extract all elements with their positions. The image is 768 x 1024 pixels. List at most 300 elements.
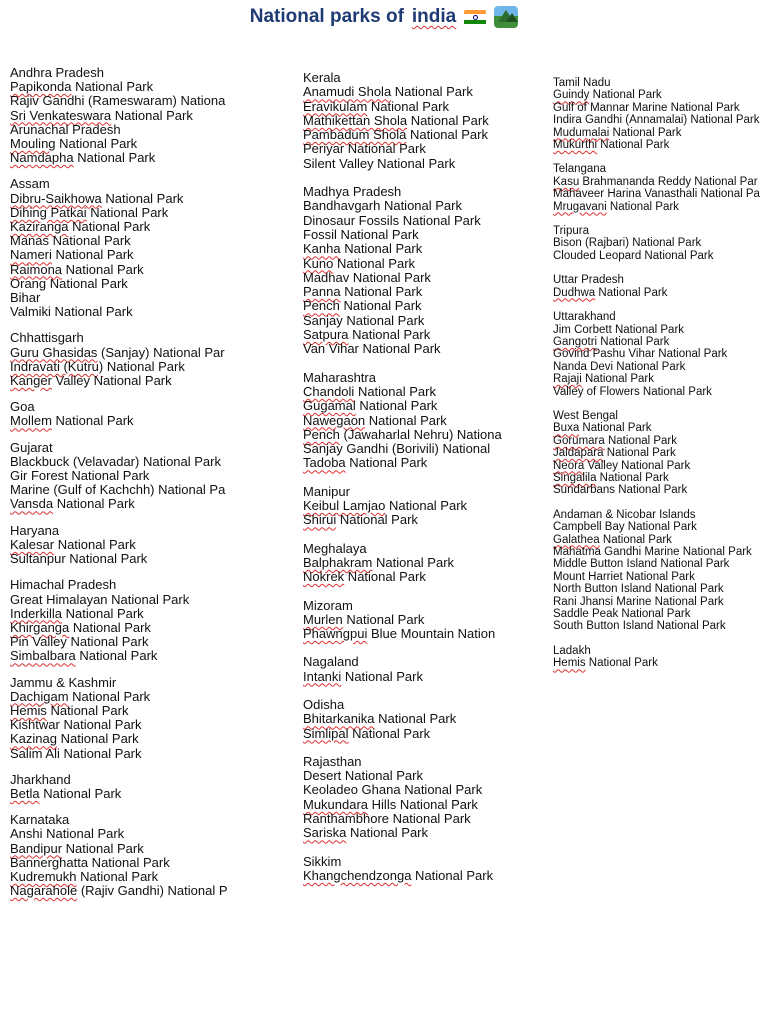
park-name-text: Mahatma Gandhi Marine National Park xyxy=(553,546,752,558)
park-name-text: (Sanjay) National Par xyxy=(97,344,225,360)
park-name-flagged: Kaziranga xyxy=(10,219,69,235)
park-item xyxy=(553,250,768,262)
park-item xyxy=(303,114,513,128)
park-item xyxy=(303,157,513,171)
park-name-flagged: Kanger xyxy=(10,373,52,389)
park-name-text: Blackbuck (Velavadar) National Park xyxy=(10,453,221,469)
state-group xyxy=(10,123,238,166)
park-name-flagged: Betla xyxy=(10,785,40,801)
park-name-text: North Button Island National Park xyxy=(553,583,724,596)
state-group xyxy=(553,225,768,262)
park-item xyxy=(303,142,513,156)
park-item xyxy=(553,176,768,188)
park-name-text: Keoladeo Ghana National Park xyxy=(303,782,483,798)
state-group xyxy=(303,185,513,357)
park-name-text: National Park xyxy=(340,284,423,300)
park-name-text: National Park xyxy=(589,89,662,102)
park-name-text: Rajiv Gandhi (Rameswaram) Nationa xyxy=(10,93,226,109)
state-group xyxy=(303,855,513,884)
state-group xyxy=(303,655,513,684)
park-name-text: Hills National Park xyxy=(368,796,478,812)
park-name-flagged: Keibul Lamjao xyxy=(303,498,386,514)
national-park-icon xyxy=(494,6,518,28)
park-item xyxy=(10,552,238,566)
park-name-text: Great Himalayan National Park xyxy=(10,591,190,607)
state-group xyxy=(10,331,238,388)
park-name-text: National Park xyxy=(579,422,652,435)
park-item xyxy=(303,826,513,840)
park-name-flagged: Simbalbara xyxy=(10,648,76,664)
park-name-flagged: Tadoba xyxy=(303,455,346,471)
park-name-text: Indira Gandhi (Annamalai) National Park xyxy=(553,114,760,127)
state-name: Madhya Pradesh xyxy=(303,184,402,200)
state-group xyxy=(10,66,238,123)
park-item xyxy=(553,484,768,496)
park-item xyxy=(553,201,768,213)
park-item xyxy=(10,346,238,360)
park-name-text: Salim Ali National Park xyxy=(10,745,142,761)
park-name-text: Fossil National Park xyxy=(303,226,419,242)
park-item xyxy=(10,360,238,374)
park-name-text: National Park xyxy=(406,127,488,143)
state-name: Gujarat xyxy=(10,439,53,455)
park-name-flagged: Mudumalai xyxy=(553,126,610,139)
park-name-flagged: Galathea xyxy=(553,533,600,546)
park-name-flagged: Mrugavani xyxy=(553,200,607,213)
state-name: West Bengal xyxy=(553,409,618,422)
state-name: Haryana xyxy=(10,522,60,538)
park-name-text: Orang National Park xyxy=(10,275,128,291)
state-name: Goa xyxy=(10,399,35,415)
park-item xyxy=(553,460,768,472)
state-group xyxy=(10,578,238,663)
park-name-text: National Park xyxy=(56,731,139,747)
park-name-flagged: Buxa xyxy=(553,422,580,435)
park-name-text: Gir Forest National Park xyxy=(10,468,150,484)
park-name-text: National Park xyxy=(339,298,422,314)
state-group xyxy=(553,77,768,151)
park-name-text: National Park xyxy=(86,204,169,220)
state-name: Odisha xyxy=(303,696,345,712)
park-name-text: Mahaveer Harina Vanasthali National Pa xyxy=(553,188,760,201)
park-name-text: (Rajiv Gandhi) National P xyxy=(77,883,228,899)
park-name-flagged: Nawegaon xyxy=(303,412,366,428)
park-name-flagged: Mukundara xyxy=(303,796,369,812)
park-name-text: Bannerghatta National Park xyxy=(10,854,170,870)
park-item xyxy=(553,583,768,595)
park-name-flagged: Nagarahole xyxy=(10,883,78,899)
park-name-text: National Park xyxy=(344,569,426,585)
park-item xyxy=(10,455,238,469)
park-name-text: Saddle Peak National Park xyxy=(553,608,691,621)
park-name-text: (Jawaharlal Nehru) Nationa xyxy=(339,426,502,442)
park-name-text: National Park xyxy=(345,455,428,471)
park-name-text: Valley National Park xyxy=(584,459,691,472)
state-group xyxy=(553,274,768,299)
state-group xyxy=(303,371,513,471)
park-item xyxy=(10,856,238,870)
state-group xyxy=(553,163,768,213)
park-item xyxy=(10,718,238,732)
park-name-flagged: Khirganga xyxy=(10,619,70,635)
state-group xyxy=(303,698,513,741)
park-name-flagged: Intanki xyxy=(303,668,342,684)
park-item xyxy=(10,234,238,248)
park-name-text: Sundarbans National Park xyxy=(553,484,688,497)
park-name-text: National Park xyxy=(581,373,654,386)
park-name-flagged: Kasu xyxy=(553,175,580,188)
park-name-flagged: Kuno xyxy=(303,255,334,271)
park-item xyxy=(303,342,513,356)
park-name-text: National Park xyxy=(597,335,670,348)
park-name-flagged: Mathikettan Shola xyxy=(303,112,408,128)
state-name: Rajasthan xyxy=(303,753,362,769)
park-name-text: National Park xyxy=(55,136,138,152)
park-item xyxy=(303,783,513,797)
state-name: Mizoram xyxy=(303,597,353,613)
park-item xyxy=(553,102,768,114)
park-name-text: Manas National Park xyxy=(10,233,131,249)
state-group xyxy=(10,441,238,512)
park-name-flagged: Hemis xyxy=(10,702,47,718)
park-item xyxy=(10,469,238,483)
park-name-text: National Park xyxy=(53,496,135,512)
park-name-text: Marine (Gulf of Kachchh) National Pa xyxy=(10,482,226,498)
park-item xyxy=(10,80,238,94)
park-item xyxy=(10,497,238,511)
park-name-text: Periyar National Park xyxy=(303,141,426,157)
park-item xyxy=(10,635,238,649)
state-name: Nagaland xyxy=(303,654,359,670)
park-name-flagged: Dibru-Saikhowa xyxy=(10,190,102,206)
park-item xyxy=(10,94,238,108)
park-item xyxy=(303,128,513,142)
park-item xyxy=(10,305,238,319)
state-group xyxy=(10,177,238,291)
park-name-flagged: Pench xyxy=(303,426,340,442)
state-group xyxy=(553,311,768,398)
park-item xyxy=(10,747,238,761)
park-name-text: National Park xyxy=(103,358,185,374)
park-item xyxy=(303,556,513,570)
park-item xyxy=(10,787,238,801)
park-item xyxy=(553,373,768,385)
park-name-flagged: Satpura xyxy=(303,327,349,343)
park-name-text: National Park xyxy=(367,98,449,114)
park-name-text: Valley of Flowers National Park xyxy=(553,385,712,398)
park-name-flagged: Mukurthi xyxy=(553,139,598,152)
park-name-text: National Park xyxy=(51,413,134,429)
park-name-text: National Park xyxy=(68,219,151,235)
park-name-flagged: Mouling xyxy=(10,136,56,152)
park-name-text: National Park xyxy=(346,825,429,841)
state-name: Kerala xyxy=(303,71,341,85)
state-group xyxy=(10,773,238,801)
park-name-text: Pin Valley National Park xyxy=(10,634,149,650)
park-item xyxy=(553,608,768,620)
park-name-flagged: Singalila xyxy=(553,471,597,484)
park-item xyxy=(10,109,238,123)
park-name-text: National Park xyxy=(411,867,494,883)
park-name-text: Van Vihar National Park xyxy=(303,341,441,357)
park-name-text: National Park xyxy=(39,785,122,801)
park-name-text: Desert National Park xyxy=(303,768,423,784)
state-group xyxy=(553,410,768,497)
park-item xyxy=(553,447,768,459)
park-name-text: National Park xyxy=(101,190,184,206)
park-item xyxy=(553,114,768,126)
park-item xyxy=(303,100,513,114)
park-name-text: Nanda Devi National Park xyxy=(553,360,686,373)
park-name-text: Rani Jhansi Marine National Park xyxy=(553,595,724,608)
park-item xyxy=(10,277,238,291)
state-group xyxy=(10,676,238,761)
state-group xyxy=(303,71,513,171)
park-item xyxy=(553,620,768,632)
state-name: Uttarakhand xyxy=(553,311,616,324)
park-name-flagged: Balphakram xyxy=(303,554,373,570)
park-name-text: Bison (Rajbari) National Park xyxy=(553,237,702,250)
state-name: Manipur xyxy=(303,483,350,499)
state-group xyxy=(553,509,768,633)
park-name-text: National Park xyxy=(603,447,676,460)
park-name-flagged: Murlen xyxy=(303,611,343,627)
park-name-text: Mount Harriet National Park xyxy=(553,570,695,583)
state-name: Karnataka xyxy=(10,812,70,828)
park-name-flagged: Indravati (Kutru) xyxy=(10,358,104,374)
park-name-text: Ranthambhore National Park xyxy=(303,811,471,827)
park-item xyxy=(303,869,513,883)
park-name-text: National Park xyxy=(75,648,158,664)
park-item xyxy=(303,798,513,812)
park-item xyxy=(553,521,768,533)
park-name-flagged: Namdapha xyxy=(10,150,74,166)
park-name-flagged: Simlipal xyxy=(303,725,349,741)
park-name-text: National Park xyxy=(585,657,658,670)
park-name-text: National Park xyxy=(407,112,489,128)
park-item xyxy=(10,593,238,607)
park-item xyxy=(303,214,513,228)
park-item xyxy=(303,328,513,342)
park-name-flagged: Eravikulam xyxy=(303,98,368,114)
park-name-text: National Park xyxy=(73,150,156,166)
park-item xyxy=(10,827,238,841)
park-item xyxy=(303,271,513,285)
park-item xyxy=(303,499,513,513)
state-group xyxy=(303,542,513,585)
park-name-flagged: Bhitarkanika xyxy=(303,711,375,727)
park-name-text: National Park xyxy=(333,255,416,271)
park-name-flagged: Gangotri xyxy=(553,335,598,348)
park-name-flagged: Guru Ghasidas xyxy=(10,344,98,360)
park-item xyxy=(303,199,513,213)
park-name-flagged: Chandoli xyxy=(303,383,355,399)
park-name-flagged: Khangchendzonga xyxy=(303,867,412,883)
park-name-flagged: Pench xyxy=(303,298,340,314)
park-name-text: South Button Island National Park xyxy=(553,620,726,633)
park-item xyxy=(10,732,238,746)
park-name-text: National Park xyxy=(51,247,134,263)
park-name-text: National Park xyxy=(374,711,457,727)
park-item xyxy=(303,712,513,726)
state-name: Andaman & Nicobar Islands xyxy=(553,508,696,521)
state-name: Maharashtra xyxy=(303,369,376,385)
park-item xyxy=(553,188,768,200)
park-name-text: National Park xyxy=(597,139,670,152)
park-item xyxy=(553,558,768,570)
park-name-text: Gulf of Mannar Marine National Park xyxy=(553,101,740,114)
park-item xyxy=(553,596,768,608)
park-item xyxy=(553,546,768,558)
park-item xyxy=(10,607,238,621)
park-item xyxy=(303,570,513,584)
park-name-text: National Park xyxy=(596,471,669,484)
state-name: Tamil Nadu xyxy=(553,77,611,89)
state-name: Sikkim xyxy=(303,853,342,869)
park-name-text: National Park xyxy=(71,79,154,95)
park-name-text: National Park xyxy=(599,533,672,546)
park-item xyxy=(553,657,768,669)
park-item xyxy=(10,137,238,151)
park-item xyxy=(553,139,768,151)
state-group xyxy=(303,485,513,528)
state-name: Jharkhand xyxy=(10,771,71,787)
park-name-text: National Park xyxy=(355,398,438,414)
park-name-text: Kishtwar National Park xyxy=(10,717,142,733)
park-item xyxy=(10,374,238,388)
park-name-text: National Park xyxy=(69,619,151,635)
park-name-flagged: Dachigam xyxy=(10,688,69,704)
park-name-text: National Park xyxy=(354,383,436,399)
park-item xyxy=(303,812,513,826)
park-name-flagged: Gugamal xyxy=(303,398,356,414)
state-name: Bihar xyxy=(10,290,41,306)
park-item xyxy=(303,456,513,470)
park-name-text: National Park xyxy=(62,605,144,621)
india-flag-icon xyxy=(464,10,486,25)
state-name: Uttar Pradesh xyxy=(553,274,624,287)
state-name: Jammu & Kashmir xyxy=(10,674,117,690)
park-item xyxy=(553,472,768,484)
park-name-text: National Park xyxy=(111,107,193,123)
park-item xyxy=(303,85,513,99)
state-name: Chhattisgarh xyxy=(10,330,84,346)
park-name-text: National Park xyxy=(606,200,679,213)
park-name-text: National Park xyxy=(62,261,144,277)
title-text: National parks of xyxy=(249,6,404,27)
park-name-text: Dinosaur Fossils National Park xyxy=(303,212,481,228)
park-name-text: National Park xyxy=(76,868,159,884)
park-name-flagged: Sri Venkateswara xyxy=(10,107,112,123)
state-name: Tripura xyxy=(553,225,589,238)
park-name-text: National Park xyxy=(609,126,682,139)
state-name: Himachal Pradesh xyxy=(10,577,117,593)
state-group xyxy=(10,524,238,567)
park-name-text: Clouded Leopard National Park xyxy=(553,249,714,262)
park-name-text: National Park xyxy=(342,611,425,627)
park-name-flagged: Inderkilla xyxy=(10,605,63,621)
park-name-flagged: Kudremukh xyxy=(10,868,77,884)
park-item xyxy=(10,263,238,277)
park-item xyxy=(303,399,513,413)
park-name-flagged: Kalesar xyxy=(10,536,55,552)
park-item xyxy=(553,127,768,139)
park-item xyxy=(553,422,768,434)
park-name-text: National Park xyxy=(385,498,468,514)
park-name-flagged: Rajaji xyxy=(553,373,582,386)
park-name-text: National Park xyxy=(62,840,144,856)
park-name-flagged: Dudhwa xyxy=(553,286,596,299)
park-name-flagged: Jaldapara xyxy=(553,447,604,460)
park-item xyxy=(303,428,513,442)
park-item xyxy=(10,690,238,704)
column-3 xyxy=(553,77,768,682)
park-name-text: Brahmananda Reddy National Par xyxy=(579,175,758,188)
park-name-text: National Park xyxy=(341,668,423,684)
park-item xyxy=(303,228,513,242)
state-name: Telangana xyxy=(553,163,607,176)
park-name-text: Blue Mountain Nation xyxy=(367,626,496,642)
park-item xyxy=(303,513,513,527)
park-item xyxy=(303,727,513,741)
park-item xyxy=(303,299,513,313)
park-name-text: National Park xyxy=(46,702,129,718)
park-name-flagged: Pambadum Shola xyxy=(303,127,407,143)
park-item xyxy=(553,287,768,299)
state-name: Assam xyxy=(10,176,50,192)
park-item xyxy=(303,613,513,627)
park-item xyxy=(303,414,513,428)
park-name-flagged: Raimona xyxy=(10,261,63,277)
park-item xyxy=(10,248,238,262)
park-item xyxy=(553,386,768,398)
park-item xyxy=(553,571,768,583)
park-item xyxy=(10,220,238,234)
park-name-flagged: Phawngpui xyxy=(303,626,368,642)
park-name-text: Anshi National Park xyxy=(10,826,125,842)
park-item xyxy=(303,314,513,328)
park-name-text: Madhav National Park xyxy=(303,269,431,285)
page-title xyxy=(0,6,768,28)
park-name-text: Jim Corbett National Park xyxy=(553,323,685,336)
park-item xyxy=(303,670,513,684)
park-item xyxy=(553,534,768,546)
park-name-text: National Park xyxy=(348,725,431,741)
park-name-text: Govind Pashu Vihar National Park xyxy=(553,348,728,361)
park-item xyxy=(553,361,768,373)
park-item xyxy=(10,842,238,856)
park-name-flagged: Kanha xyxy=(303,241,341,257)
park-name-flagged: Papikonda xyxy=(10,79,72,95)
park-name-flagged: Dihing Patkai xyxy=(10,204,87,220)
park-name-text: Middle Button Island National Park xyxy=(553,558,730,571)
park-item xyxy=(303,257,513,271)
state-group xyxy=(303,755,513,841)
park-name-flagged: Shirui xyxy=(303,512,337,528)
park-name-flagged: Hemis xyxy=(553,657,586,670)
park-item xyxy=(10,483,238,497)
park-item xyxy=(553,324,768,336)
state-name: Andhra Pradesh xyxy=(10,66,104,80)
park-name-text: National Park xyxy=(54,536,136,552)
park-name-flagged: Kazinag xyxy=(10,731,57,747)
park-item xyxy=(303,442,513,456)
park-name-flagged: Nokrek xyxy=(303,569,345,585)
state-group xyxy=(10,400,238,428)
park-name-flagged: Guindy xyxy=(553,89,590,102)
park-name-flagged: Neora xyxy=(553,459,585,472)
park-item xyxy=(10,884,238,898)
